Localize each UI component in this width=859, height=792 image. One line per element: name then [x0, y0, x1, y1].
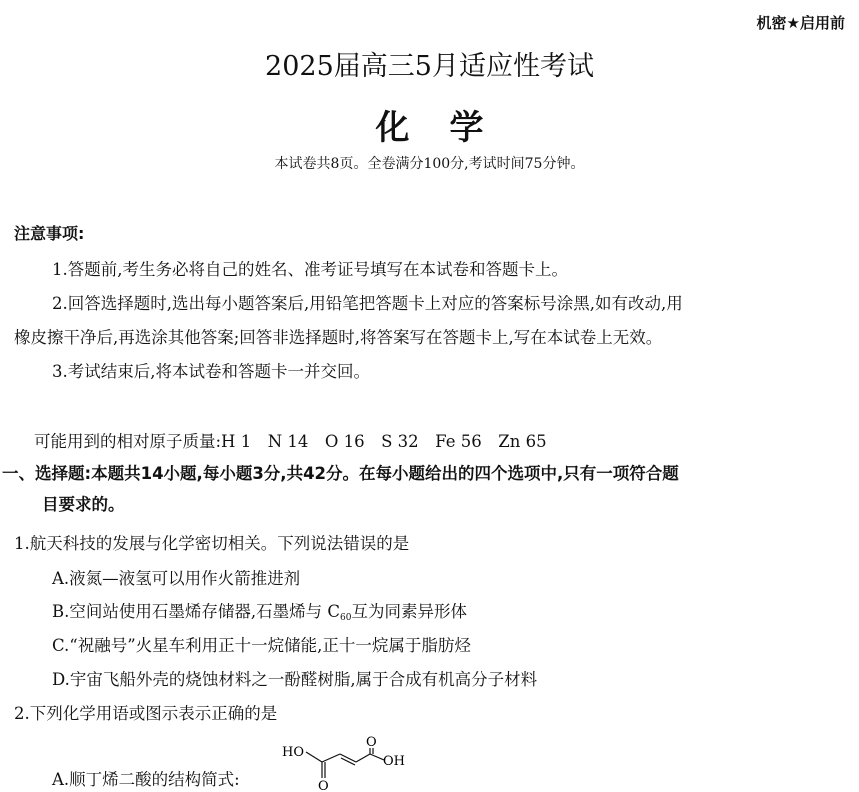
structure-label-o-top: O — [366, 735, 377, 750]
structure-label-oh: OH — [383, 754, 405, 769]
notice-item-2: 2.回答选择题时,选出每小题答案后,用铅笔把答题卡上对应的答案标号涂黑,如有改动,用 — [52, 294, 683, 313]
q1-option-c: C.“祝融号”火星车利用正十一烷储能,正十一烷属于脂肪烃 — [52, 636, 471, 655]
q1-stem: 1.航天科技的发展与化学密切相关。下列说法错误的是 — [14, 534, 410, 553]
maleic-acid-structure — [278, 730, 418, 792]
notice-item-1: 1.答题前,考生务必将自己的姓名、准考证号填写在本试卷和答题卡上。 — [52, 260, 568, 279]
notice-item-3: 3.考试结束后,将本试卷和答题卡一并交回。 — [52, 362, 370, 381]
atomic-masses: 可能用到的相对原子质量:H 1 N 14 O 16 S 32 Fe 56 Zn 65 — [34, 432, 547, 451]
q2-stem: 2.下列化学用语或图示表示正确的是 — [14, 704, 278, 723]
subject-title: 化学 — [375, 108, 524, 148]
notice-item-2-cont: 橡皮擦干净后,再选涂其他答案;回答非选择题时,将答案写在答题卡上,写在本试卷上无效。 — [14, 328, 663, 347]
section-heading-cont: 目要求的。 — [42, 495, 125, 514]
section-heading: 一、选择题:本题共14小题,每小题3分,共42分。在每小题给出的四个选项中,只有一项符合题 — [2, 464, 679, 483]
exam-title: 2025届高三5月适应性考试 — [265, 51, 594, 82]
confidential-mark: 机密★启用前 — [756, 14, 845, 32]
q1-option-a: A.液氮—液氢可以用作火箭推进剂 — [52, 569, 301, 588]
structure-label-o-bottom: O — [318, 779, 329, 792]
q1-option-b: B.空间站使用石墨烯存储器,石墨烯与 $C_{60}$互为同素异形体 — [52, 602, 467, 623]
q2-option-a: A.顺丁烯二酸的结构简式: — [52, 770, 240, 789]
q1-option-d: D.宇宙飞船外壳的烧蚀材料之一酚醛树脂,属于合成有机高分子材料 — [52, 670, 538, 689]
notice-heading: 注意事项: — [14, 224, 85, 243]
structure-label-ho: HO — [282, 745, 304, 760]
exam-info: 本试卷共8页。全卷满分100分,考试时间75分钟。 — [274, 156, 585, 172]
structure-bonds — [306, 748, 384, 778]
